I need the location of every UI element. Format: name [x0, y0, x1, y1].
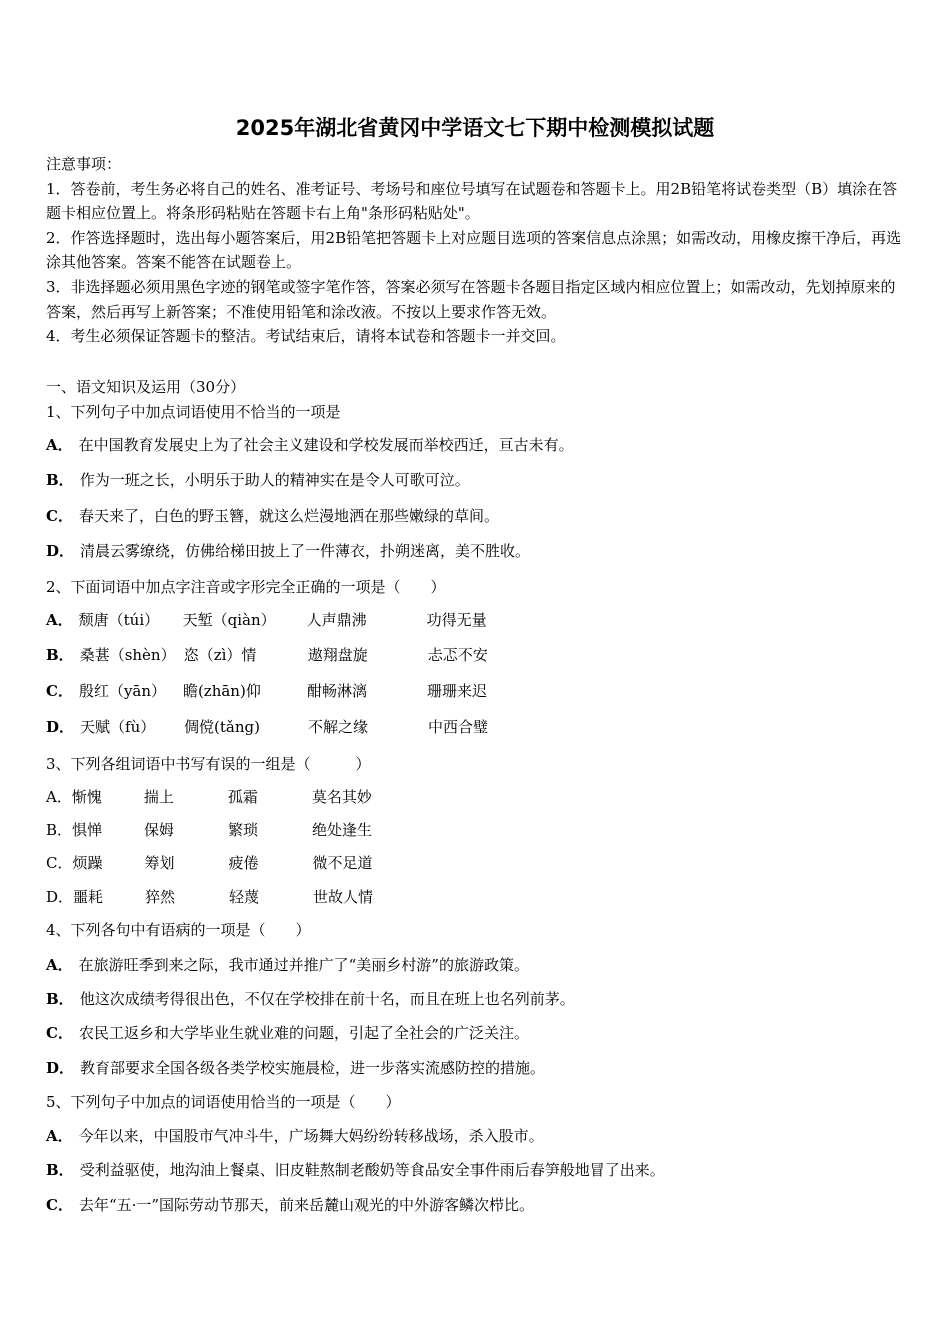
- question-1-option-d: [46, 540, 530, 561]
- option-letter: A．: [46, 956, 73, 974]
- option-letter: A．: [46, 436, 73, 454]
- word: 倜傥(tǎng): [184, 718, 260, 736]
- option-letter: A．: [46, 788, 72, 806]
- option-letter: A．: [46, 1127, 73, 1145]
- option-text: 今年以来，中国股市气冲斗牛，广场舞大妈纷纷转移战场，杀入股市。: [78, 1127, 544, 1145]
- notice-heading: 注意事项：: [46, 155, 122, 173]
- option-letter: D．: [46, 718, 75, 736]
- option-letter: C．: [46, 1196, 73, 1214]
- question-1-option-b: [46, 469, 470, 490]
- question-3-stem: 3、下列各组词语中书写有误的一组是（ ）: [46, 755, 371, 773]
- word: 遨翔盘旋: [307, 646, 368, 664]
- option-text: 教育部要求全国各级各类学校实施晨检，进一步落实流感防控的措施。: [80, 1059, 546, 1077]
- word: 不解之缘: [308, 718, 369, 736]
- section-heading: 一、语文知识及运用（30分）: [46, 378, 246, 396]
- word: 莫名其妙: [311, 788, 372, 806]
- word: 桑葚（shèn）: [79, 646, 176, 664]
- word: 绝处逢生: [312, 821, 373, 839]
- word: 功得无量: [426, 611, 487, 629]
- word: 天堑（qiàn）: [182, 611, 276, 629]
- option-letter: A．: [46, 611, 73, 629]
- word: 噩耗: [73, 888, 104, 906]
- question-2-option-d: [46, 716, 488, 737]
- question-1-stem: 1、下列句子中加点词语使用不恰当的一项是: [46, 403, 341, 421]
- word: 猝然: [145, 888, 176, 906]
- option-letter: C．: [46, 507, 73, 525]
- option-letter: C．: [46, 682, 73, 700]
- word: 筹划: [144, 854, 175, 872]
- option-letter: D．: [46, 888, 74, 906]
- option-text: 他这次成绩考得很出色，不仅在学校排在前十名，而且在班上也名列前茅。: [79, 990, 575, 1008]
- option-text: 作为一班之长，小明乐于助人的精神实在是令人可歌可泣。: [79, 471, 470, 489]
- word: 繁琐: [228, 821, 259, 839]
- notice-item: 4．考生必须保证答题卡的整洁。考试结束后，请将本试卷和答题卡一并交回。: [46, 327, 566, 346]
- question-3-option-d: [46, 886, 373, 907]
- question-2-option-c: [46, 680, 487, 701]
- option-letter: B．: [46, 646, 74, 664]
- option-letter: D．: [46, 542, 75, 560]
- word: 惭愧: [71, 788, 102, 806]
- word: 人声鼎沸: [306, 611, 367, 629]
- question-3-option-c: [46, 852, 373, 873]
- word: 珊珊来迟: [426, 682, 487, 700]
- word: 恣（zì）情: [183, 646, 257, 664]
- notice-item: 1．答卷前，考生务必将自己的姓名、准考证号、考场号和座位号填写在试题卷和答题卡上。用2B铅笔将试卷类型（B）填涂在答题卡相应位置上。将条形码粘贴在答题卡右上角"条形码粘贴处"。: [46, 179, 898, 223]
- question-2-option-a: [46, 609, 487, 630]
- word: 殷红（yān）: [78, 682, 167, 700]
- question-4-option-d: [46, 1057, 545, 1078]
- question-4-option-a: [46, 954, 529, 975]
- question-1-option-c: [46, 505, 499, 526]
- option-text: 在旅游旺季到来之际，我市通过并推广了“美丽乡村游”的旅游政策。: [78, 956, 529, 974]
- word: 烦躁: [72, 854, 103, 872]
- word: 揣上: [143, 788, 174, 806]
- word: 酣畅淋漓: [306, 682, 367, 700]
- word: 瞻(zhān)仰: [182, 682, 261, 700]
- word: 保姆: [144, 821, 175, 839]
- word: 疲倦: [228, 854, 259, 872]
- notice-block: [46, 152, 904, 349]
- option-letter: B．: [46, 1161, 74, 1179]
- notice-item: 2．作答选择题时，选出每小题答案后，用2B铅笔把答题卡上对应题目选项的答案信息点涂黑；如需改动，用橡皮擦干净后，再选涂其他答案。答案不能答在试题卷上。: [46, 228, 902, 272]
- question-4-stem: 4、下列各句中有语病的一项是（ ）: [46, 921, 311, 939]
- question-5-option-c: [46, 1194, 534, 1215]
- page-title: 2025年湖北省黄冈中学语文七下期中检测模拟试题: [235, 116, 715, 140]
- question-2-option-b: [46, 644, 488, 665]
- notice-item: 3．非选择题必须用黑色字迹的钢笔或签字笔作答，答案必须写在答题卡各题目指定区域内相应位置上；如需改动，先划掉原来的答案，然后再写上新答案；不准使用铅笔和涂改液。不按以上要求作答无效。: [46, 277, 896, 321]
- question-4-option-c: [46, 1022, 529, 1043]
- word: 轻蔑: [229, 888, 260, 906]
- word: 天赋（fù）: [80, 718, 156, 736]
- option-letter: B．: [46, 471, 74, 489]
- option-text: 春天来了，白色的野玉簪，就这么烂漫地洒在那些嫩绿的草间。: [78, 507, 499, 525]
- word: 中西合璧: [428, 718, 489, 736]
- word: 孤霜: [227, 788, 258, 806]
- option-text: 清晨云雾缭绕，仿佛给梯田披上了一件薄衣，扑朔迷离，美不胜收。: [80, 542, 531, 560]
- option-letter: B．: [46, 990, 74, 1008]
- question-5-option-a: [46, 1125, 544, 1146]
- option-letter: D．: [46, 1059, 75, 1077]
- question-2-stem: 2、下面词语中加点字注音或字形完全正确的一项是（ ）: [46, 578, 446, 596]
- question-1-option-a: [46, 434, 574, 455]
- word: 世故人情: [313, 888, 374, 906]
- question-5-option-b: [46, 1159, 665, 1180]
- option-text: 去年“五·一”国际劳动节那天，前来岳麓山观光的中外游客鳞次栉比。: [78, 1196, 535, 1214]
- question-4-option-b: [46, 988, 575, 1009]
- option-text: 农民工返乡和大学毕业生就业难的问题，引起了全社会的广泛关注。: [78, 1024, 529, 1042]
- option-letter: C．: [46, 854, 73, 872]
- word: 惧惮: [72, 821, 103, 839]
- word: 微不足道: [312, 854, 373, 872]
- option-text: 受利益驱使，地沟油上餐桌、旧皮鞋熬制老酸奶等食品安全事件雨后春笋般地冒了出来。: [79, 1161, 665, 1179]
- question-3-option-a: [46, 786, 372, 807]
- option-letter: B．: [46, 821, 73, 839]
- question-3-option-b: [46, 819, 372, 840]
- option-letter: C．: [46, 1024, 73, 1042]
- question-5-stem: 5、下列句子中加点的词语使用恰当的一项是（ ）: [46, 1093, 401, 1111]
- word: 忐忑不安: [427, 646, 488, 664]
- option-text: 在中国教育发展史上为了社会主义建设和学校发展而举校西迁，亘古未有。: [78, 436, 574, 454]
- word: 颓唐（túi）: [78, 611, 160, 629]
